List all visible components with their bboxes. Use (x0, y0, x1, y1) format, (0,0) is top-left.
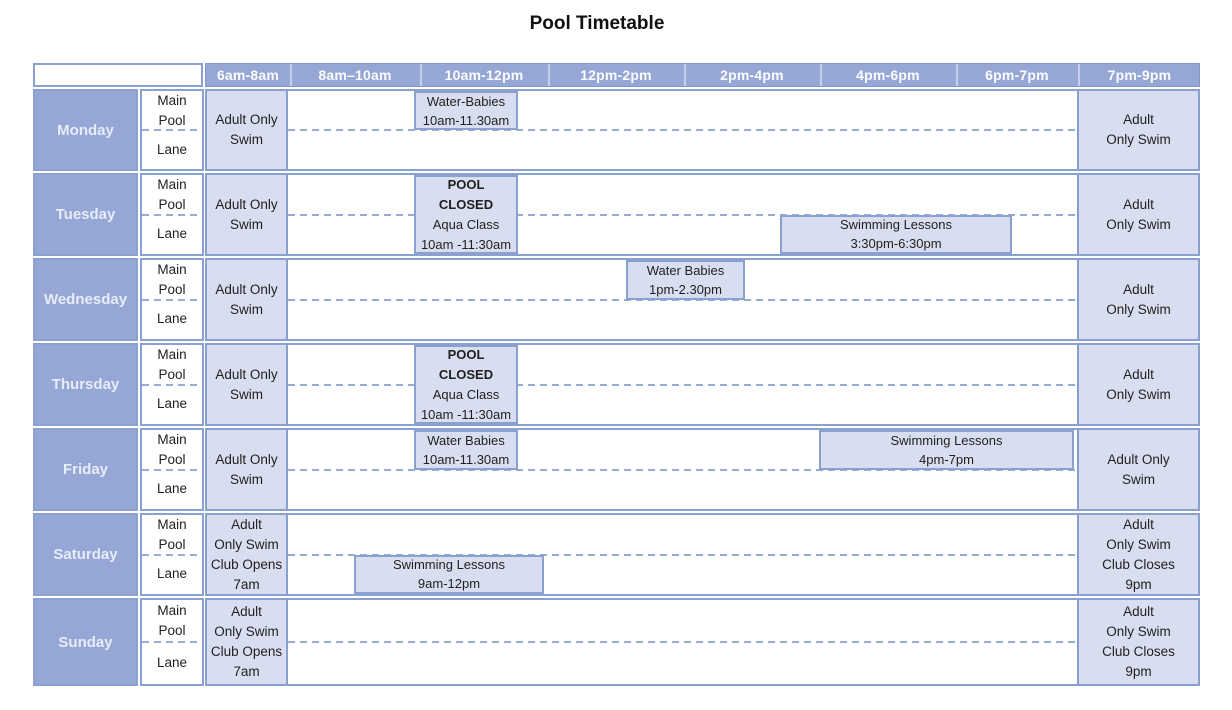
time-header-2pm-4pm: 2pm-4pm (720, 67, 784, 83)
morning-cell: Adult Only Swim (205, 428, 288, 511)
time-grid (288, 598, 1077, 686)
evening-cell: Adult Only Swim Club Closes 9pm (1077, 513, 1200, 596)
event-block: Swimming Lessons 3:30pm-6:30pm (780, 215, 1012, 255)
time-header-4pm-6pm: 4pm-6pm (856, 67, 920, 83)
pool-lane-cell (140, 173, 204, 256)
lane-label: Lane (156, 566, 188, 582)
time-header-6am-8am: 6am-8am (216, 67, 280, 83)
timetable (33, 63, 1200, 689)
evening-cell: Adult Only Swim (1077, 258, 1200, 341)
day-label: Thursday (33, 343, 138, 426)
day-row-thursday (33, 343, 1200, 426)
pool-lane-cell (140, 513, 204, 596)
day-row-monday (33, 89, 1200, 171)
lane-label: Lane (156, 396, 188, 412)
main-pool-label: Main Pool (157, 92, 187, 128)
event-block: Swimming Lessons 4pm-7pm (819, 430, 1074, 470)
dashed-divider (288, 641, 1077, 643)
event-block: Water Babies 10am-11.30am (414, 430, 518, 470)
main-pool-label: Main Pool (157, 346, 187, 382)
event-block: Swimming Lessons 9am-12pm (354, 555, 544, 595)
evening-cell: Adult Only Swim Club Closes 9pm (1077, 598, 1200, 686)
pool-lane-cell (140, 89, 204, 171)
main-pool-label: Main Pool (157, 431, 187, 467)
morning-cell: Adult Only Swim (205, 258, 288, 341)
day-row-wednesday (33, 258, 1200, 341)
day-label: Wednesday (33, 258, 138, 341)
evening-cell: Adult Only Swim (1077, 173, 1200, 256)
evening-cell: Adult Only Swim (1077, 428, 1200, 511)
time-grid (288, 343, 1077, 426)
dashed-divider (288, 129, 1077, 131)
morning-cell: Adult Only Swim (205, 343, 288, 426)
lane-label: Lane (156, 481, 188, 497)
page-title: Pool Timetable (529, 13, 665, 34)
time-grid (288, 428, 1077, 511)
time-grid (288, 89, 1077, 171)
day-row-tuesday (33, 173, 1200, 256)
event-block-pool-closed: POOL CLOSED Aqua Class 10am -11:30am (414, 345, 518, 424)
main-pool-label: Main Pool (157, 176, 187, 212)
day-row-sunday (33, 598, 1200, 686)
lane-label: Lane (156, 655, 188, 670)
pool-lane-cell (140, 428, 204, 511)
time-header-7pm-9pm: 7pm-9pm (1107, 67, 1172, 83)
pool-lane-cell (140, 343, 204, 426)
time-header-10am-12pm: 10am-12pm (444, 67, 524, 83)
evening-cell: Adult Only Swim (1077, 89, 1200, 171)
day-row-saturday (33, 513, 1200, 596)
morning-cell: Adult Only Swim Club Opens 7am (205, 513, 288, 596)
main-pool-label: Main Pool (157, 603, 187, 638)
day-label: Saturday (33, 513, 138, 596)
pool-lane-cell (140, 598, 204, 686)
header-blank-cell (33, 63, 203, 87)
day-label: Friday (33, 428, 138, 511)
pool-lane-cell (140, 258, 204, 341)
dashed-divider (288, 384, 1077, 386)
event-block: Water-Babies 10am-11.30am (414, 91, 518, 130)
time-grid (288, 258, 1077, 341)
time-header-8am-10am: 8am–10am (318, 67, 392, 83)
time-header-6pm-7pm: 6pm-7pm (985, 67, 1049, 83)
morning-cell: Adult Only Swim (205, 89, 288, 171)
morning-cell: Adult Only Swim (205, 173, 288, 256)
lane-label: Lane (156, 311, 188, 327)
time-header-12pm-2pm: 12pm-2pm (580, 67, 652, 83)
lane-label: Lane (156, 141, 188, 157)
main-pool-label: Main Pool (157, 261, 187, 297)
evening-cell: Adult Only Swim (1077, 343, 1200, 426)
morning-cell: Adult Only Swim Club Opens 7am (205, 598, 288, 686)
time-grid (288, 173, 1077, 256)
event-block-pool-closed: POOL CLOSED Aqua Class 10am -11:30am (414, 175, 518, 254)
time-grid (288, 513, 1077, 596)
day-label: Tuesday (33, 173, 138, 256)
header-band (205, 63, 1200, 87)
lane-label: Lane (156, 226, 188, 242)
day-label: Sunday (33, 598, 138, 686)
main-pool-label: Main Pool (157, 516, 187, 552)
day-row-friday (33, 428, 1200, 511)
event-block: Water Babies 1pm-2.30pm (626, 260, 745, 300)
day-label: Monday (33, 89, 138, 171)
